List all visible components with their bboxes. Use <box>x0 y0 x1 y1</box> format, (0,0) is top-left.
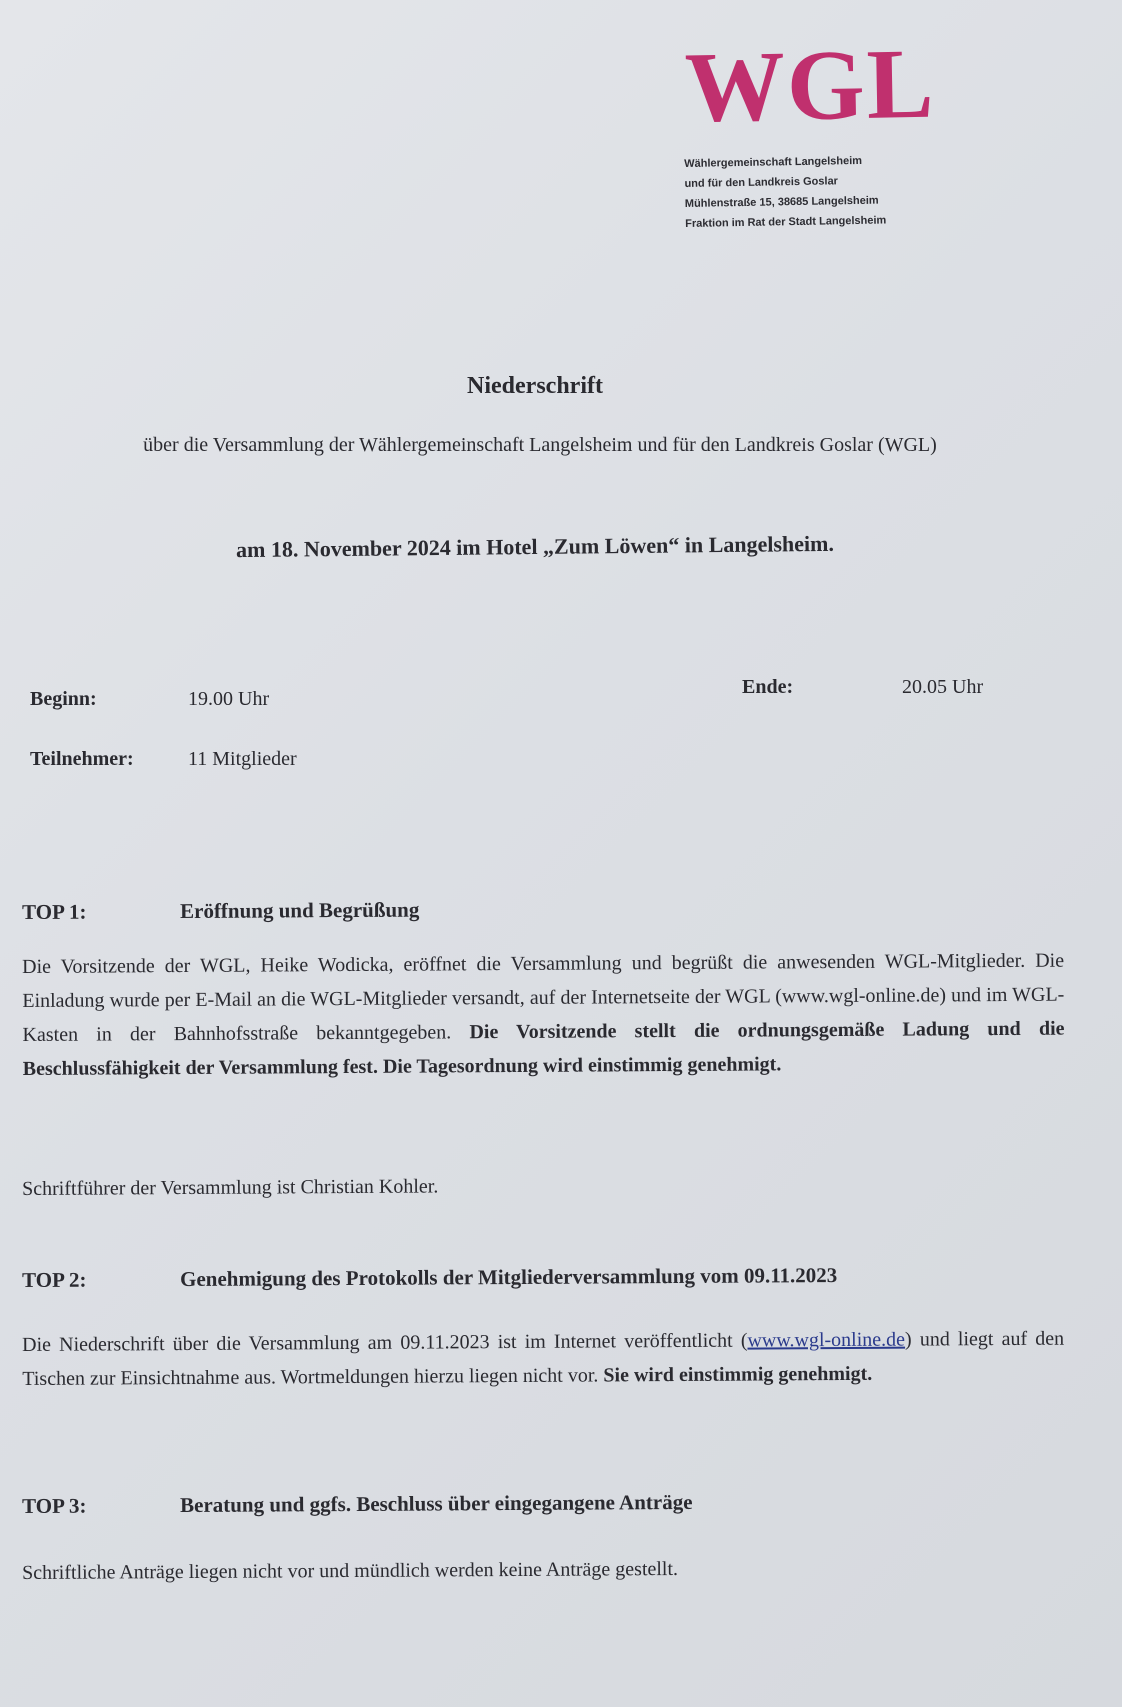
top1-number: TOP 1: <box>22 899 87 924</box>
top3-number: TOP 3: <box>22 1493 87 1518</box>
top2-text-start: Die Niederschrift über die Versammlung am 09.11.2023 ist im Internet veröffentlicht ( <box>22 1329 748 1356</box>
begin-row <box>30 688 269 711</box>
org-line: und für den Landkreis Goslar <box>684 175 839 190</box>
document-subtitle: über die Versammlung der Wählergemeinschaft Langelsheim und für den Landkreis Goslar (WGL) <box>143 434 937 456</box>
top2-paragraph <box>22 1322 1064 1396</box>
top1-secretary: Schriftführer der Versammlung ist Christian Kohler. <box>22 1175 439 1200</box>
top2-text-end: ) und liegt auf den Tischen zur Einsichtnahme aus. Wortmeldungen hierzu liegen nicht vor. <box>22 1327 1065 1390</box>
end-value: 20.05 Uhr <box>902 676 984 698</box>
top1-title: Eröffnung und Begrüßung <box>179 897 420 924</box>
top2-resolution: Sie wird einstimmig genehmigt. <box>603 1362 873 1387</box>
begin-label: Beginn: <box>30 688 97 710</box>
begin-value: 19.00 Uhr <box>188 688 270 710</box>
top3-paragraph: Schriftliche Anträge liegen nicht vor und mündlich werden keine Anträge gestellt. <box>22 1557 679 1584</box>
participants-value: 11 Mitglieder <box>188 748 297 770</box>
top1-text: Die Vorsitzende der WGL, Heike Wodicka, eröffnet die Versammlung und begrüßt die anwesenden WGL-Mitglieder. Die Einladung wurde per E-Mail an die WGL-Mitglieder versandt, auf der Internetseite der WGL (www.wgl-online.de) und im WGL-Kasten in der Bahnhofsstraße bekanntgegeben. <box>22 949 1065 1046</box>
top3-heading <box>22 1488 1062 1519</box>
document-title: Niederschrift <box>467 373 603 399</box>
top2-heading <box>22 1262 1062 1293</box>
participants-row <box>30 748 297 771</box>
top2-title: Genehmigung des Protokolls der Mitgliederversammlung vom 09.11.2023 <box>179 1263 838 1292</box>
org-line: Fraktion im Rat der Stadt Langelsheim <box>685 214 887 230</box>
top1-heading <box>22 894 1062 925</box>
organization-address <box>684 148 1015 234</box>
org-line: Mühlenstraße 15, 38685 Langelsheim <box>684 194 879 210</box>
wgl-logo: WGL <box>683 27 937 143</box>
top2-number: TOP 2: <box>22 1267 87 1292</box>
end-label: Ende: <box>742 676 794 698</box>
meeting-date-location: am 18. November 2024 im Hotel „Zum Löwen“ in Langelsheim. <box>235 530 835 563</box>
top3-title: Beratung und ggfs. Beschluss über eingegangene Anträge <box>179 1489 693 1518</box>
website-link[interactable]: www.wgl-online.de <box>747 1328 906 1352</box>
top1-paragraph <box>22 944 1065 1086</box>
top1-resolution: Die Vorsitzende stellt die ordnungsgemäße Ladung und die Beschlussfähigkeit der Versammlung fest. Die Tagesordnung wird einstimmig genehmigt. <box>22 1017 1065 1080</box>
participants-label: Teilnehmer: <box>30 748 134 770</box>
letterhead <box>683 27 1014 234</box>
end-row <box>742 676 983 699</box>
org-line: Wählergemeinschaft Langelsheim <box>684 154 863 170</box>
